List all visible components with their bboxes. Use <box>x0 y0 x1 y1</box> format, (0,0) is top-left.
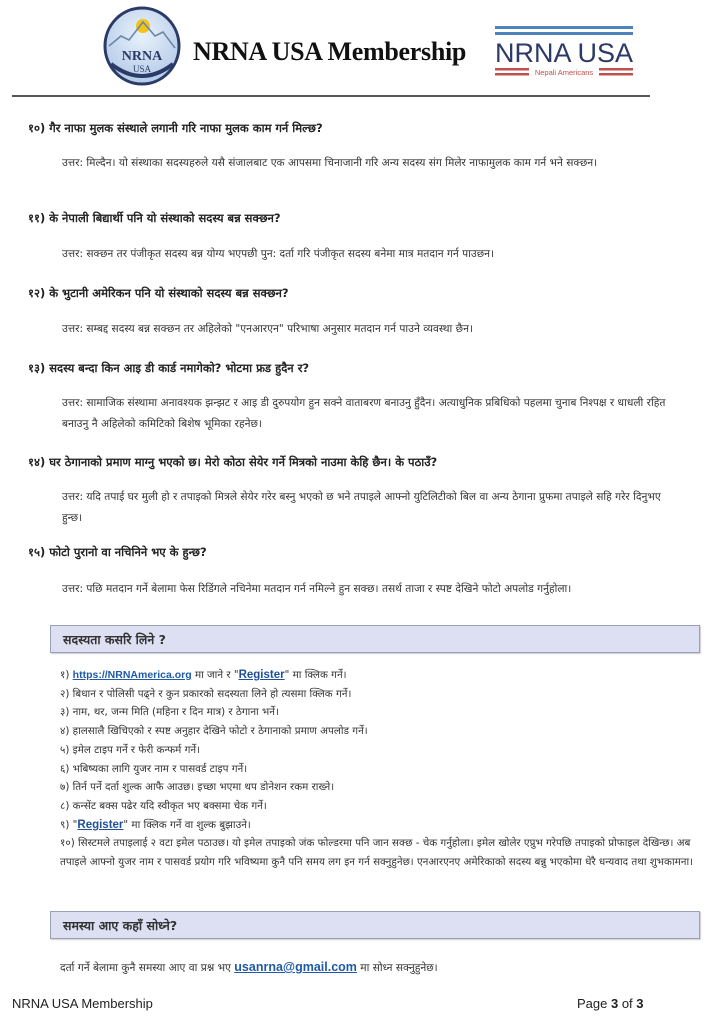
wordmark-subtext: Nepali Americans <box>534 68 594 77</box>
faq-question-13: १३) सदस्य बन्दा किन आइ डी कार्ड नमागेको? भोटमा फ्रड हुदैन र? <box>28 361 310 375</box>
faq-answer-13: उत्तर: सामाजिक संस्थामा अनावश्यक झन्झट र आइ डी दुरुपयोग हुन सक्ने वाताबरण बनाउनु हुँदैन। अत्याधुनिक प्रबिधिको पहलमा चुनाब निश्पक्ष र धाधली रहित बनाउनु नै अहिलेको कमिटिको बिशेष भूमिका रहनेछ। <box>62 397 666 430</box>
seal-logo-text: NRNA <box>121 49 163 64</box>
step-8: ८) कन्सेंट बक्स पढेर यदि स्वीकृत भए बक्समा चेक गर्ने। <box>60 799 267 812</box>
help-section-header <box>50 911 700 939</box>
step-6: ६) भबिष्यका लागि युजर नाम र पासवर्ड टाइप गर्ने। <box>60 762 248 775</box>
step-9 <box>60 816 700 835</box>
page-current: 3 <box>610 996 619 1011</box>
faq-answer-11: उत्तर: सक्छन तर पंजीकृत सदस्य बन्न योग्य भएपछी पुन: दर्ता गरि पंजीकृत सदस्य बनेमा मात्र मतदान गर्न पाउछन। <box>62 248 495 260</box>
nrna-usa-seal-logo <box>103 6 181 86</box>
document-header <box>0 0 709 100</box>
faq-answer-12: उत्तर: सम्बद्द सदस्य बन्न सक्छन तर अहिलेको "एनआरएन" परिभाषा अनुसार मतदान गर्न पाउने व्यवस्था छैन। <box>62 323 473 335</box>
step-4: ४) हालसालै खिचिएको र स्पष्ट अनुहार देखिने फोटो र ठेगानाको प्रमाण अपलोड गर्ने। <box>60 725 368 738</box>
step-10: १०) सिस्टमले तपाइलाई २ वटा इमेल पठाउछ। यो इमेल तपाइको जंक फोल्डरमा पनि जान सक्छ - चेक गर्नुहोला। इमेल खोलेर एप्रुभ गरेपछि तपाइको प्रोफाइल देखिन्छ। अब तपाइले आफ्नो युजर नाम र पासवर्ड प्रयोग गरि भविष्यमा कुनै पनि समय लग इन गर्न सक्नुहुनेछ। एनआरएनए अमेरिकाको सदस्य बन्नु भएकोमा धेरै धन्यवाद तथा शुभकामना। <box>60 837 694 869</box>
step-7: ७) तिर्न पर्ने दर्ता शुल्क आफै आउछ। इच्छा भएमा थप डोनेशन रकम राख्ने। <box>60 781 335 794</box>
wordmark-text: NRNA USA <box>495 38 633 68</box>
faq-answer-15: उत्तर: पछि मतदान गर्ने बेलामा फेस रिडिंगले नचिनेमा मतदान गर्न नमिल्ने हुन सक्छ। तसर्थ ताजा र स्पष्ट देखिने फोटो अपलोड गर्नुहोला। <box>62 583 572 595</box>
header-divider <box>12 95 650 97</box>
faq-answer-14: उत्तर: यदि तपाई घर मुली हो र तपाइको मित्रले सेयेर गरेर बस्नु भएको छ भने तपाइले आफ्नो युटिलिटीको बिल वा अन्य ठेगाना प्रुफमा तपाइले सहि गरेर दिनुभए हुन्छ। <box>62 491 661 524</box>
how-to-join-title: सदस्यता कसरि लिने ? <box>63 632 166 647</box>
faq-answer-10: उत्तर: मिल्दैन। यो संस्थाका सदस्यहरुले यसै संजालबाट एक आपसमा चिनाजानी गरि अन्य सदस्य संग मिलेर नाफामुलक काम गर्न भने सक्छन। <box>62 157 598 169</box>
step-1-end: " मा क्लिक गर्ने। <box>284 669 347 681</box>
step-1-mid: मा जाने र " <box>191 669 239 681</box>
nrna-usa-wordmark-logo <box>490 24 638 80</box>
faq-question-10: १०) गैर नाफा मुलक संस्थाले लगानी गरि नाफा मुलक काम गर्न मिल्छ? <box>28 121 323 135</box>
faq-question-15: १५) फोटो पुरानो वा नचिनिने भए के हुन्छ? <box>28 545 207 559</box>
page-of: of <box>618 996 637 1011</box>
help-text-after: मा सोध्न सक्नुहुनेछ। <box>356 962 438 974</box>
step-1-number: १) <box>60 669 73 681</box>
faq-question-11: ११) के नेपाली बिद्यार्थी पनि यो संस्थाको सदस्य बन्न सक्छन? <box>28 211 281 225</box>
help-text-before: दर्ता गर्ने बेलामा कुनै समस्या आए वा प्रश्न भए <box>60 962 235 974</box>
faq-question-14: १४) घर ठेगानाको प्रमाण माग्नु भएको छ। मेरो कोठा सेयेर गर्ने मित्रको नाउमा केहि छैन। के पठाउँ? <box>28 455 438 469</box>
header-title: NRNA USA Membership <box>193 37 467 66</box>
faq-question-12: १२) के भुटानी अमेरिकन पनि यो संस्थाको सदस्य बन्न सक्छन? <box>28 286 289 300</box>
footer-document-title: NRNA USA Membership <box>12 996 153 1011</box>
help-contact-text <box>60 960 438 975</box>
footer-page-number <box>577 996 644 1011</box>
how-to-join-steps <box>60 666 700 872</box>
help-title: समस्या आए कहाँ सोध्ने? <box>63 918 178 933</box>
step-3: ३) नाम, थर, जन्म मिति (महिना र दिन मात्र) र ठेगाना भर्ने। <box>60 706 279 719</box>
step-9-number: ९) " <box>60 818 78 831</box>
step-5: ५) इमेल टाइप गर्ने र फेरी कन्फर्म गर्ने। <box>60 743 200 756</box>
page-total: 3 <box>636 996 644 1011</box>
nrnamerica-link[interactable]: https://NRNAmerica.org <box>72 669 192 681</box>
register-link-step-1[interactable]: Register <box>238 669 285 681</box>
page-label: Page <box>577 996 611 1011</box>
how-to-join-section-header <box>50 625 700 653</box>
register-link-step-9[interactable]: Register <box>77 818 124 831</box>
support-email-link[interactable]: usanrna@gmail.com <box>234 960 357 974</box>
step-9-end: " मा क्लिक गर्ने वा शुल्क बुझाउने। <box>123 818 251 831</box>
step-2: २) बिधान र पोलिसी पढ्ने र कुन प्रकारको सदस्यता लिने हो त्यसमा क्लिक गर्ने। <box>60 687 352 700</box>
seal-logo-subtext: USA <box>132 64 152 74</box>
step-1 <box>60 666 700 685</box>
